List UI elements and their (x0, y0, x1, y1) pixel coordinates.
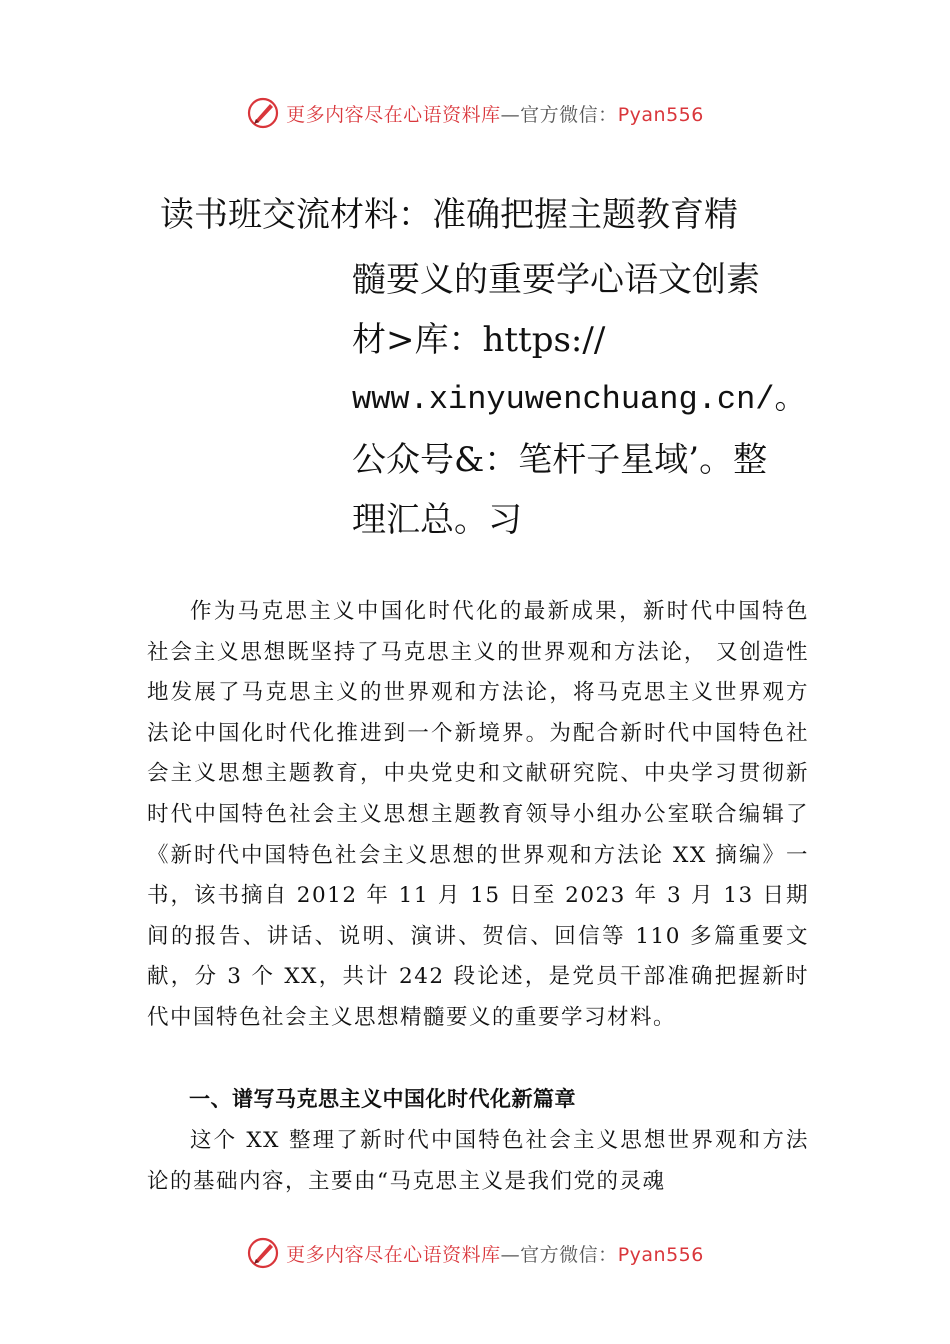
banner-text (286, 100, 704, 127)
title-line-6: 理汇总。习 (352, 500, 522, 540)
banner-separator: — (500, 103, 521, 126)
title-line-3: 材>库：https:// (352, 320, 606, 360)
header-banner (0, 90, 950, 136)
footer-banner (0, 1230, 950, 1276)
banner-separator: — (500, 1243, 521, 1266)
body-paragraph-1: 作为马克思主义中国化时代化的最新成果，新时代中国特色社会主义思想既坚持了马克思主义的世界观和方法论， 又创造性地发展了马克思主义的世界观和方法论，将马克思主义世界观方法论中国化时代化推进到一个新境界。为配合新时代中国特色社会主义思想主题教育，中央党史和文献研究院、中央学习贯彻新时代中国特色社会主义思想主题教育领导小组办公室联合编辑了《新时代中国特色社会主义思想的世界观和方法论 XX 摘编》一书，该书摘自 2012 年 11 月 15 日至 2023 年 3 月 13 日期间的报告、讲话、说明、演讲、贺信、回信等 110 多篇重要文献，分 3 个 XX，共计 242 段论述，是党员干部准确把握新时代中国特色社会主义思想精髓要义的重要学习材料。 (147, 599, 809, 1030)
title-line-4: www.xinyuwenchuang.cn/。 (352, 381, 807, 418)
banner-wechat-label: 官方微信： (520, 1243, 618, 1266)
banner-slogan: 更多内容尽在心语资料库 (286, 1243, 501, 1266)
banner-slogan: 更多内容尽在心语资料库 (286, 103, 501, 126)
banner-wechat-label: 官方微信： (520, 103, 618, 126)
document-title-continuation (352, 250, 852, 550)
title-line-2: 髓要义的重要学心语文创素 (352, 260, 760, 300)
banner-account: Pyan556 (617, 1243, 704, 1266)
document-title-line-1: 读书班交流材料：准确把握主题教育精 (160, 195, 738, 235)
title-line-5: 公众号&：笔杆子星域’。整 (352, 440, 768, 480)
section-heading-1: 一、谱写马克思主义中国化时代化新篇章 (189, 1087, 576, 1111)
banner-text (286, 1240, 704, 1267)
banner-account: Pyan556 (617, 103, 704, 126)
quill-logo-icon (246, 96, 280, 130)
body-paragraph-2: 这个 XX 整理了新时代中国特色社会主义思想世界观和方法论的基础内容，主要由“马克思主义是我们党的灵魂 (147, 1128, 809, 1194)
quill-logo-icon (246, 1236, 280, 1270)
